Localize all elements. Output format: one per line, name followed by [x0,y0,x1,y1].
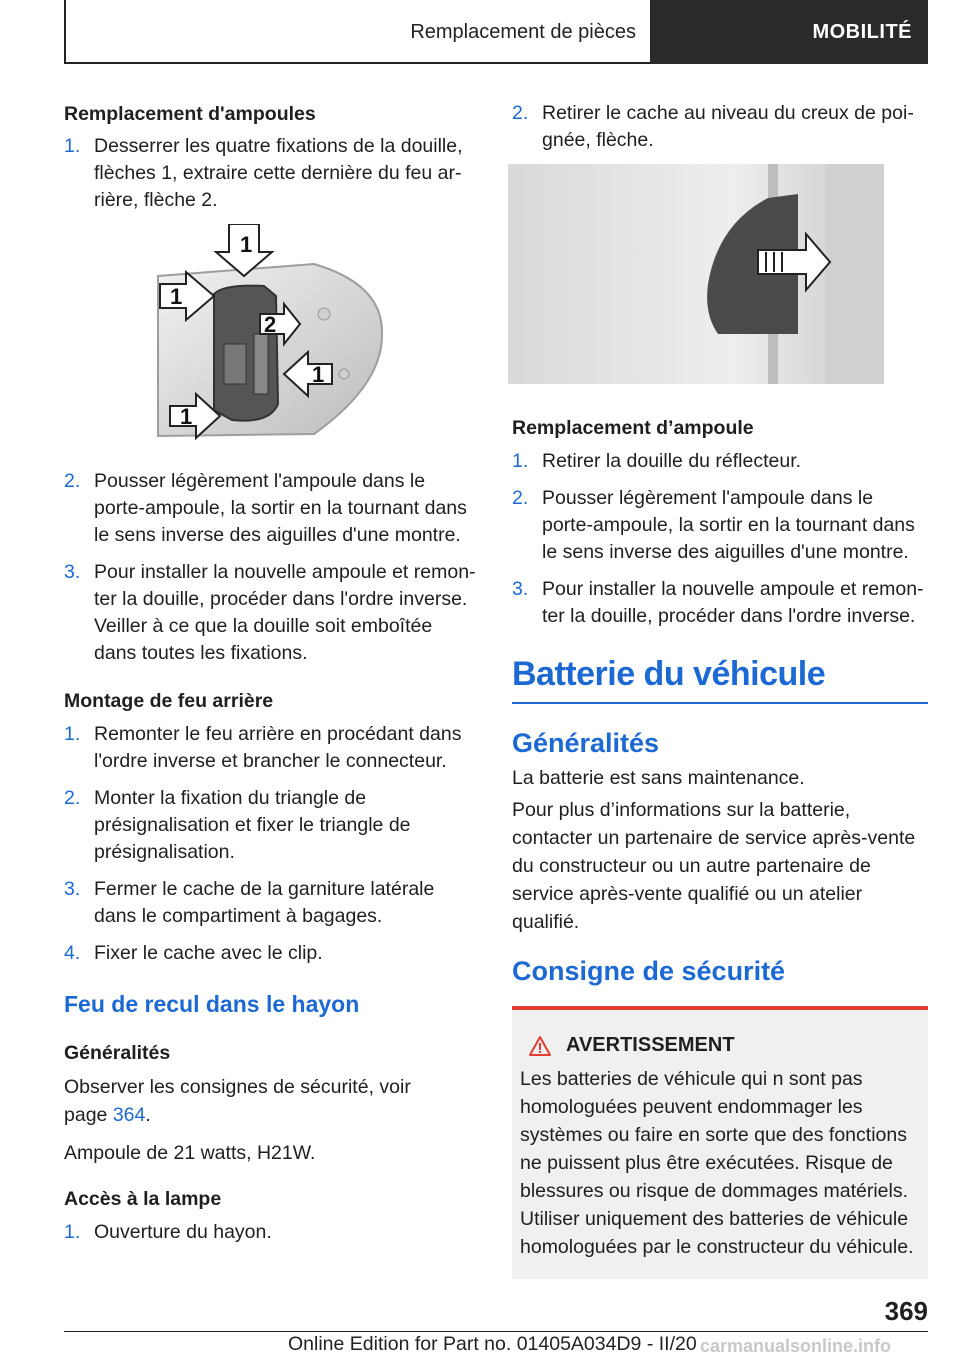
figure-label: 1 [240,232,253,257]
bulb-spec-text: Ampoule de 21 watts, H21W. [64,1142,316,1164]
steps-list-3 [64,1219,478,1246]
list-item: 1. Desserrer les quatre fixations de la douille, flèches 1, extraire cette dernière du feu arrière, flèche 2. [64,135,463,211]
warning-triangle-icon [528,1035,552,1057]
heading-replace-bulbs: Remplacement d'ampoules [64,103,316,125]
figure-label: 1 [180,404,193,429]
heading-general: Généralités [64,1042,171,1064]
page-reference-link[interactable]: 364 [112,1104,146,1126]
heading-mount-tail-light: Montage de feu arrière [64,690,274,712]
page-number: 369 [884,1296,928,1326]
list-item: 3. Pour installer la nouvelle ampoule et remonter la douille, procéder dans l'ordre inverse. Veiller à ce que la douille soit emboîtée dans toutes les fixations. [64,561,476,664]
list-item: 2. Retirer le cache au niveau du creux de poignée, flèche. [512,102,914,151]
warning-text: Les batteries de véhicule qui n sont pas homologuées peuvent endommager les systèmes ou faire en sorte que des fonctions ne puissent plus être exécutées. Risque de blessures ou risque de dommages matériels. Utiliser uniquement des batteries de véhicule homologuées par le constructeur du véhicule. [520,1068,914,1258]
heading-battery-general: Généralités [512,728,660,758]
figure-label: 2 [264,312,277,337]
list-item: 3. Pour installer la nouvelle ampoule et remonter la douille, procéder dans l'ordre inverse. [512,578,924,627]
list-item: 3. Fermer le cache de la garniture latérale dans le compartiment à bagages. [64,878,435,927]
left-column [64,100,478,1256]
general-text: Observer les consignes de sécurité, voir page 364. [64,1076,411,1126]
figure-tail-light-socket [64,224,478,454]
watermark: carmanualsonline.info [700,1336,892,1356]
list-item: 1. Ouverture du hayon. [64,1221,272,1243]
steps-list-1 [64,133,478,214]
heading-lamp-access: Accès à la lampe [64,1188,222,1210]
figure-handle-recess-cover [508,164,884,384]
warning-title: AVERTISSEMENT [566,1034,735,1056]
handle-cover-illustration [508,164,884,384]
figure-label: 1 [312,362,325,387]
list-item: 1. Remonter le feu arrière en procédant dans l'ordre inverse et brancher le connecteur. [64,723,462,772]
figure-label: 1 [170,284,183,309]
battery-maintenance-text: La batterie est sans maintenance. [512,767,805,789]
battery-info-text: Pour plus d’informations sur la batterie, contacter un partenaire de service après-vente du constructeur ou un autre partenaire de service après-vente qualifié ou un atelier qualifié. [512,799,916,933]
header-chapter-tab: MOBILITÉ [650,0,928,64]
header-section-title: Remplacement de pièces [410,20,636,43]
list-item: 1. Retirer la douille du réflecteur. [512,450,802,472]
section-heading-vehicle-battery: Batterie du véhicule [512,655,826,693]
list-item: 2. Monter la fixation du triangle de présignalisation et fixer le triangle de présignalisation. [64,787,411,863]
footer-rule [64,1331,928,1332]
list-item: 2. Pousser légèrement l'ampoule dans le porte-ampoule, la sortir en la tournant dans le sens inverse des aiguilles d'une montre. [512,487,915,563]
warning-box [512,1006,928,1279]
heading-safety-notice: Consigne de sécurité [512,956,786,986]
list-item: 4. Fixer le cache avec le clip. [64,942,323,964]
steps-list-replace [512,448,926,630]
heading-replace-bulb: Remplacement d’ampoule [512,417,754,439]
steps-list-2 [64,721,478,967]
footer-edition-text: Online Edition for Part no. 01405A034D9 - II/20 [288,1333,697,1355]
list-item: 2. Pousser légèrement l'ampoule dans le porte-ampoule, la sortir en la tournant dans le sens inverse des aiguilles d'une montre. [64,470,467,546]
section-heading-reverse-light: Feu de recul dans le hayon [64,991,360,1017]
steps-list-top [512,100,926,154]
warning-header [520,1034,920,1057]
heading-rule [512,702,928,704]
right-column [512,100,926,1279]
steps-list-1b [64,468,478,667]
tail-light-illustration [64,224,478,454]
